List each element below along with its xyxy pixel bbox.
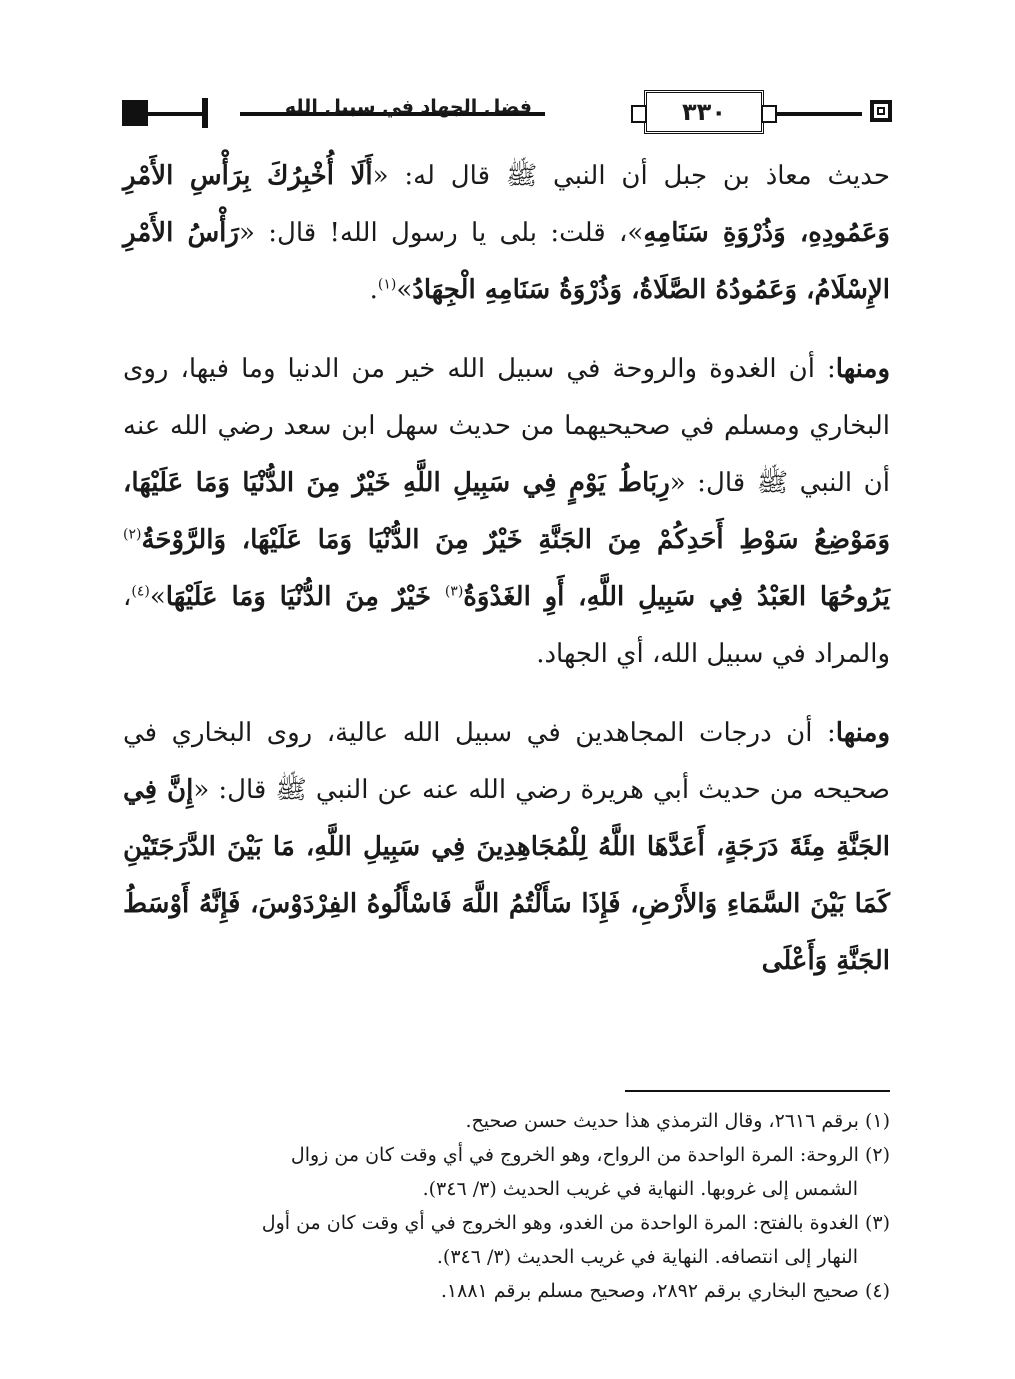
footnote-3 xyxy=(123,1206,890,1274)
footnotes xyxy=(123,1104,890,1308)
hadith-quote: رَأْسُ الأَمْرِ الإِسْلَامُ، وَعَمُودُهُ الصَّلَاةُ، وَذُرْوَةُ سَنَامِهِ الْجِهَادُ xyxy=(123,218,890,305)
footnote-ref-3[interactable]: (٣) xyxy=(444,583,464,600)
footnote-ref-2[interactable]: (٢) xyxy=(123,526,142,543)
footnote-text: الغدوة بالفتح: المرة الواحدة من الغدو، وهو الخروج في أي وقت كان من أول xyxy=(261,1212,859,1234)
header-rule-right xyxy=(765,112,862,116)
paragraph-3 xyxy=(123,705,890,990)
footnote-ref-4[interactable]: (٤) xyxy=(131,583,150,600)
main-text xyxy=(123,148,890,990)
running-title: فضل الجهاد في سبيل الله xyxy=(284,96,532,118)
text-run: حديث معاذ بن جبل أن النبي ﷺ قال له: « xyxy=(372,161,890,191)
text-run: » xyxy=(396,275,413,305)
footnote-2 xyxy=(123,1138,890,1206)
page-number: ٣٣٠ xyxy=(682,98,726,126)
paragraph-2 xyxy=(123,341,890,683)
footnote-number: (٢) xyxy=(864,1144,890,1166)
hadith-quote: إِنَّ فِي الجَنَّةِ مِئَةَ دَرَجَةٍ، أَعَدَّهَا اللَّهُ لِلْمُجَاهِدِينَ فِي سَبِيلِ اللَّهِ، مَا بَيْنَ الدَّرَجَتَيْنِ كَمَا بَيْنَ السَّمَاءِ وَالأَرْضِ، فَإِذَا سَأَلْتُمُ اللَّهَ فَاسْأَلُوهُ الفِرْدَوْسَ، فَإِنَّهُ أَوْسَطُ الجَنَّةِ وَأَعْلَى xyxy=(123,775,890,976)
hadith-quote: أَلَا أُخْبِرُكَ بِرَأْسِ الأَمْرِ وَعَمُودِهِ، وَذُرْوَةِ سَنَامِهِ xyxy=(123,161,890,248)
paragraph-1 xyxy=(123,148,890,319)
section-keyword: ومنها xyxy=(835,718,890,748)
hadith-quote: رِبَاطُ يَوْمٍ فِي سَبِيلِ اللَّهِ خَيْرٌ مِنَ الدُّنْيَا وَمَا عَلَيْهَا، وَمَوْضِعُ سَوْطِ أَحَدِكُمْ مِنَ الجَنَّةِ خَيْرٌ مِنَ الدُّنْيَا وَمَا عَلَيْهَا، وَالرَّوْحَةُ xyxy=(123,468,890,555)
text-run: : أن الغدوة والروحة في سبيل الله خير من الدنيا وما فيها، روى البخاري ومسلم في صحيحيهما من حديث سهل ابن سعد رضي الله عنه أن النبي ﷺ قال: « xyxy=(123,354,890,498)
text-run: »، قلت: بلى يا رسول الله! قال: « xyxy=(238,218,644,248)
footnote-number: (٤) xyxy=(864,1280,890,1302)
page-header xyxy=(122,88,892,140)
footnote-4 xyxy=(123,1274,890,1308)
hadith-quote: يَرُوحُهَا العَبْدُ فِي سَبِيلِ اللَّهِ، أَوِ الغَدْوَةُ xyxy=(463,582,890,612)
footnote-text: برقم ٢٦١٦، وقال الترمذي هذا حديث حسن صحيح. xyxy=(465,1110,859,1132)
text-run: . xyxy=(369,275,378,305)
footnote-text: الروحة: المرة الواحدة من الرواح، وهو الخروج في أي وقت كان من زوال xyxy=(290,1144,859,1166)
footnote-separator xyxy=(625,1090,890,1092)
text-run: ، والمراد في سبيل الله، أي الجهاد. xyxy=(123,582,890,669)
footnote-ref-1[interactable]: (١) xyxy=(377,276,397,293)
text-run: » xyxy=(149,582,166,612)
text-run: : أن درجات المجاهدين في سبيل الله عالية، روى البخاري في صحيحه من حديث أبي هريرة رضي الله عنه عن النبي ﷺ قال: « xyxy=(123,718,890,805)
ornament-block-icon xyxy=(122,100,148,126)
section-keyword: ومنها xyxy=(835,354,890,384)
ornament-square-icon xyxy=(870,100,892,122)
footnote-text-continued: الشمس إلى غروبها. النهاية في غريب الحديث (٣/ ٣٤٦). xyxy=(422,1178,858,1200)
header-rule-left xyxy=(146,112,206,116)
hadith-quote: خَيْرٌ مِنَ الدُّنْيَا وَمَا عَلَيْهَا xyxy=(165,582,445,612)
footnote-text-continued: النهار إلى انتصافه. النهاية في غريب الحديث (٣/ ٣٤٦). xyxy=(436,1246,858,1268)
footnote-1 xyxy=(123,1104,890,1138)
page-number-frame xyxy=(644,90,764,134)
footnote-number: (٣) xyxy=(864,1212,890,1234)
footnote-number: (١) xyxy=(864,1110,890,1132)
footnote-text: صحيح البخاري برقم ٢٨٩٢، وصحيح مسلم برقم ١٨٨١. xyxy=(440,1280,859,1302)
